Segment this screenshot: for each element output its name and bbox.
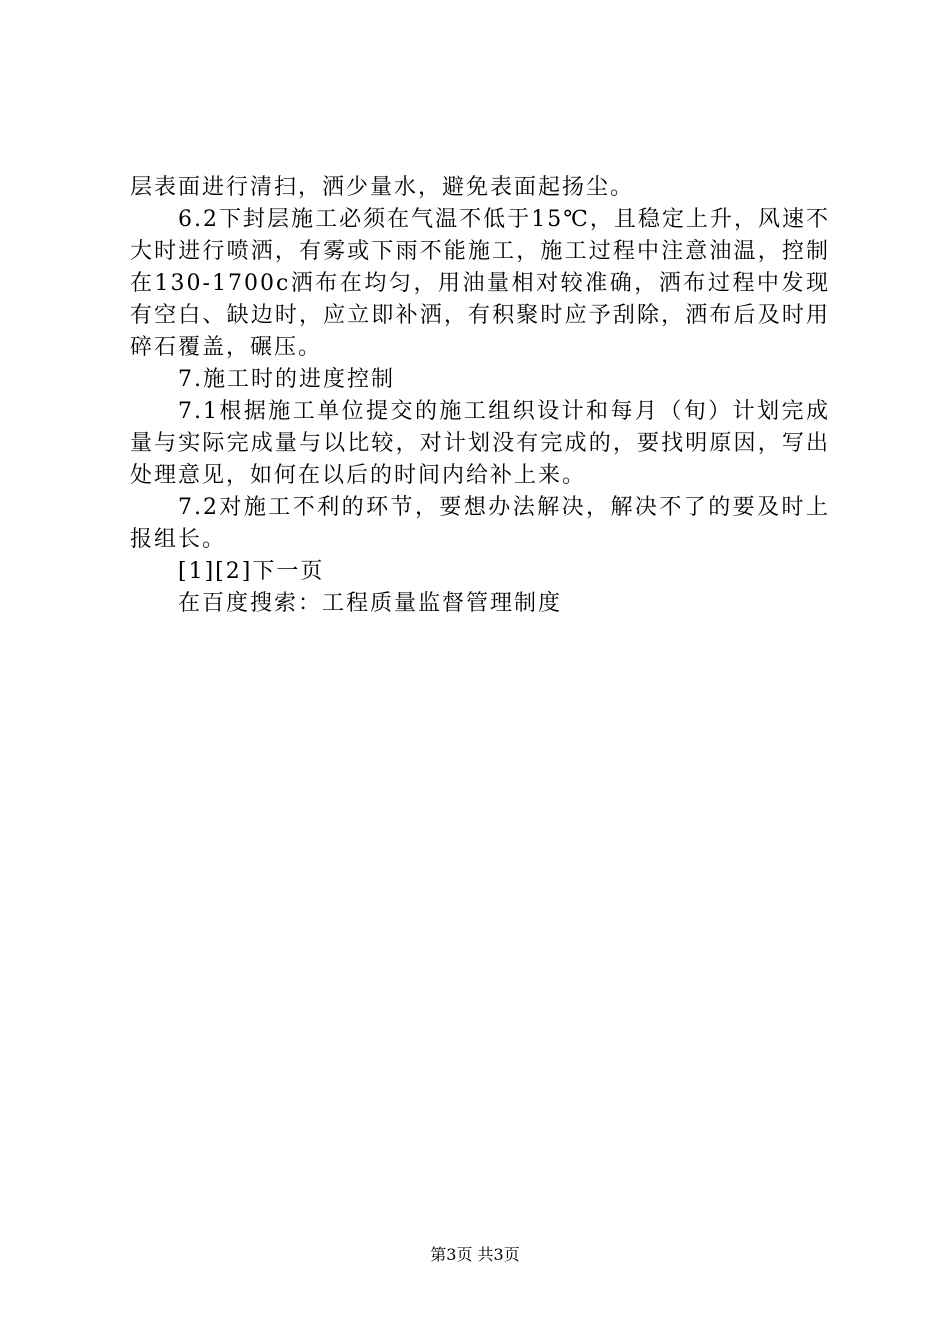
search-suggestion: 在百度搜索：工程质量监督管理制度 — [178, 591, 563, 616]
pagination-links[interactable]: [1][2]下一页 — [178, 559, 325, 584]
page-footer — [0, 1245, 950, 1265]
paragraph-cleaning: 层表面进行清扫，洒少量水，避免表面起扬尘。 — [130, 175, 635, 200]
paragraph-plan-comparison: 7.1根据施工单位提交的施工组织设计和每月（旬）计划完成量与实际完成量与以比较，对计划没有完成的，要找明原因，写出处理意见，如何在以后的时间内给补上来。 — [130, 399, 830, 488]
document-body — [130, 172, 830, 620]
paragraph-seal-layer-construction: 6.2下封层施工必须在气温不低于15℃，且稳定上升，风速不大时进行喷洒，有雾或下雨不能施工，施工过程中注意油温，控制在130-1700c洒布在均匀，用油量相对较准确，洒布过程中发现有空白、缺边时，应立即补洒，有积聚时应予刮除，洒布后及时用碎石覆盖，碾压。 — [130, 207, 830, 360]
paragraph-unfavorable-links: 7.2对施工不利的环节，要想办法解决，解决不了的要及时上报组长。 — [130, 495, 830, 552]
section-heading-progress-control: 7.施工时的进度控制 — [178, 367, 395, 392]
page-number-label: 第3页 共3页 — [430, 1245, 520, 1264]
